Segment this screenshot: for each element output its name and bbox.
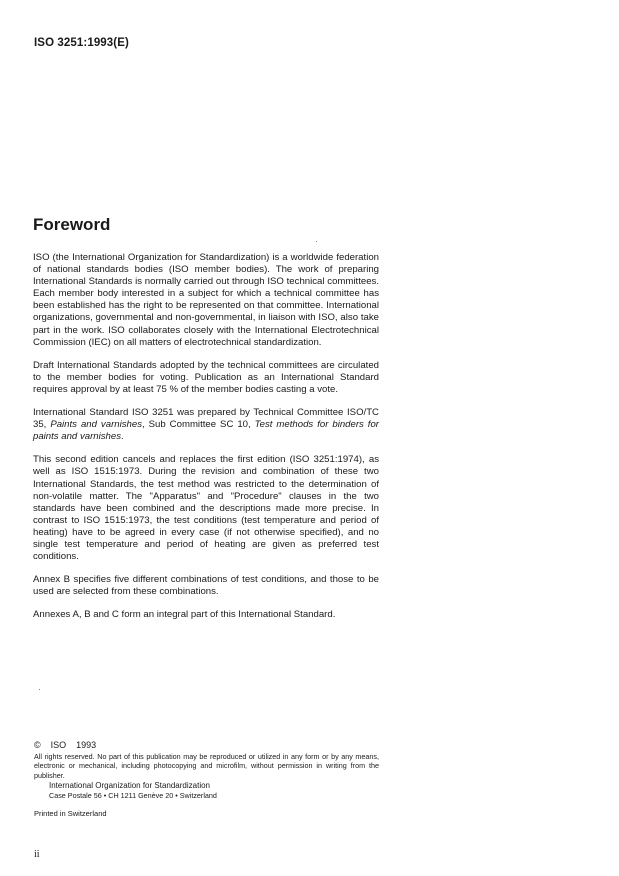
copyright-year: 1993 xyxy=(76,740,97,750)
publisher-name: International Organization for Standardization xyxy=(49,781,210,791)
prepared-by-end: . xyxy=(121,431,124,443)
paragraph-iso-intro: ISO (the International Organization for Standardization) is a worldwide federation of national standards bodies (ISO member bodies). The work of preparing International Standards is normally carried out through ISO technical committees. Each member body interested in a subject for which a technical committee has been established has the right to be represented on that committee. International organizations, governmental and non-governmental, in liaison with ISO, also take part in the work. ISO collaborates closely with the International Electrotechnical Commission (IEC) on all matters of electrotechnical standardization. xyxy=(33,252,379,348)
publisher-address xyxy=(49,781,379,800)
prepared-by-text: International Standard ISO 3251 was prepared by Technical Committee ISO/TC 35, xyxy=(33,407,379,431)
section-title: Foreword xyxy=(33,215,111,234)
copyright-line xyxy=(34,741,379,751)
subcommittee-subject: Test methods for binders for paints and varnishes xyxy=(33,419,380,443)
document-header: ISO 3251:1993(E) xyxy=(34,37,129,49)
paragraph-annexes: Annexes A, B and C form an integral part of this International Standard. xyxy=(33,609,336,621)
page-number: ii xyxy=(34,849,40,860)
scan-speck xyxy=(316,241,317,242)
paragraph-annex-b: Annex B specifies five different combinations of test conditions, and those to be used are selected from these combinations. xyxy=(33,574,379,598)
copyright-block xyxy=(34,741,379,818)
rights-statement: All rights reserved. No part of this publication may be reproduced or utilized in any form or by any means, electronic or mechanical, including photocopying and microfilm, without permission in writing from the publisher. xyxy=(34,751,379,780)
paragraph-prepared-by xyxy=(33,407,379,443)
foreword-body xyxy=(33,252,379,621)
paragraph-edition: This second edition cancels and replaces the first edition (ISO 3251:1974), as well as ISO 1515:1973. During the revision and combination of these two International Standards, the test method was restricted to the determination of non-volatile matter. The "Apparatus" and "Procedure" clauses in the two standards have been combined and the descriptions made more precise. In contrast to ISO 1515:1973, the test conditions (test temperature and period of heating) have to be agreed in every case (if not otherwise specified), and no single test temperature and period of heating are given as preferred test conditions. xyxy=(33,454,379,563)
paragraph-draft-standards: Draft International Standards adopted by the technical committees are circulated to the member bodies for voting. Publication as an International Standard requires approval by at least 75 % of the member bodies casting a vote. xyxy=(33,359,379,395)
copyright-symbol: © xyxy=(34,740,41,750)
committee-subject: Paints and varnishes xyxy=(50,419,142,431)
prepared-by-subcommittee: , Sub Committee SC 10, xyxy=(142,419,255,431)
printed-in: Printed in Switzerland xyxy=(34,808,107,818)
publisher-postal-address: Case Postale 56 • CH 1211 Genève 20 • Switzerland xyxy=(49,790,217,800)
copyright-holder: ISO xyxy=(50,740,67,750)
scan-speck xyxy=(39,689,40,690)
